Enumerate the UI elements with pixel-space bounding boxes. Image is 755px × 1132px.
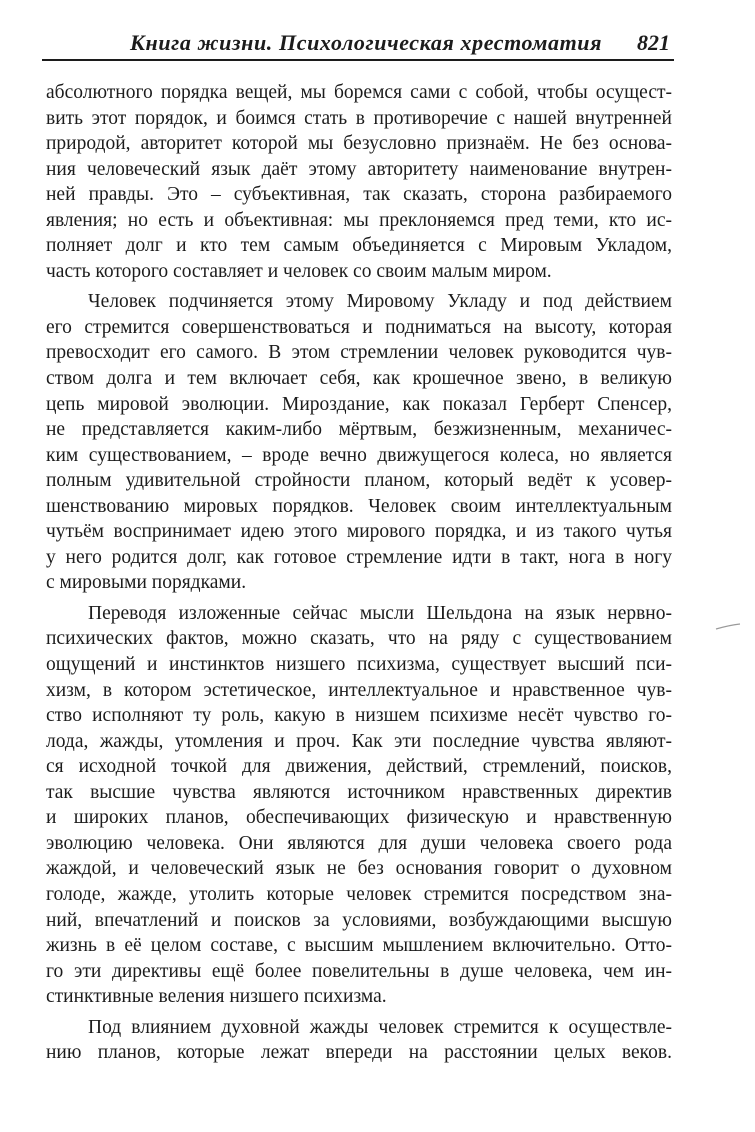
text-line: нию планов, которые лежат впереди на расстоянии целых веков. xyxy=(46,1042,672,1064)
text-line: его стремится совершенствоваться и подниматься на высоту, которая xyxy=(46,316,672,338)
text-line: хизм, в котором эстетическое, интеллектуальное и нравственное чув- xyxy=(46,679,672,701)
text-line: стинктивные веления низшего психизма. xyxy=(46,986,387,1008)
text-line: и широких планов, обеспечивающих физическую и нравственную xyxy=(46,807,672,829)
text-line: ния человеческий язык даёт этому авторитету наименование внутрен- xyxy=(46,158,672,180)
text-line: психических фактов, можно сказать, что на ряду с существованием xyxy=(46,628,672,650)
running-header xyxy=(42,28,674,62)
text-line: вить этот порядок, и боимся стать в противоречие с нашей внутренней xyxy=(46,107,672,129)
text-line: ся исходной точкой для движения, действий, стремлений, поисков, xyxy=(46,756,672,778)
text-line: не представляется каким-либо мёртвым, безжизненным, механичес- xyxy=(46,419,672,441)
text-line: с мировыми порядками. xyxy=(46,572,247,594)
text-line: ней правды. Это – субъективная, так сказать, сторона разбираемого xyxy=(46,184,672,206)
paragraph xyxy=(46,289,672,596)
text-line: полным удивительной стройности планом, который ведёт к усовер- xyxy=(46,470,672,492)
text-line: лода, жажды, утомления и проч. Как эти последние чувства являют- xyxy=(46,730,672,752)
text-line: Переводя изложенные сейчас мысли Шельдона на язык нервно- xyxy=(88,602,672,624)
text-line: ний, впечатлений и поисков за условиями, возбуждающими высшую xyxy=(46,909,672,931)
text-line: го эти директивы ещё более повелительны в душе человека, чем ин- xyxy=(46,960,672,982)
text-line: полняет долг и кто тем самым объединяется с Мировым Укладом, xyxy=(46,235,672,257)
text-line: у него родится долг, как готовое стремление идти в такт, нога в ногу xyxy=(46,546,672,568)
text-line: превосходит его самого. В этом стремлении человек руководится чув- xyxy=(46,342,672,364)
text-line: абсолютного порядка вещей, мы боремся сами с собой, чтобы осущест- xyxy=(46,82,672,103)
paragraph xyxy=(46,601,672,1010)
text-line: голоде, жажде, утолить которые человек стремится посредством зна- xyxy=(46,883,672,905)
text-line: цепь мировой эволюции. Мироздание, как показал Герберт Спенсер, xyxy=(46,393,672,415)
body-text xyxy=(46,80,672,1071)
text-line: ким существованием, – вроде вечно движущегося колеса, но является xyxy=(46,444,672,466)
text-line: ощущений и инстинктов низшего психизма, существует высший пси- xyxy=(46,654,672,676)
margin-pencil-mark xyxy=(715,623,741,631)
paragraph xyxy=(46,1015,672,1066)
text-line: так высшие чувства являются источником нравственных директив xyxy=(46,781,672,803)
page-number: 821 xyxy=(637,30,670,55)
text-line: ством долга и тем включает себя, как крошечное звено, в великую xyxy=(46,368,672,390)
running-header-title: Книга жизни. Психологическая хрестоматия xyxy=(130,30,603,55)
text-line: чутьём воспринимает идею этого мирового порядка, и из такого чутья xyxy=(46,521,672,543)
text-line: Человек подчиняется этому Мировому Укладу и под действием xyxy=(88,291,672,313)
header-rule xyxy=(42,59,674,61)
text-line: жизнь в её целом составе, с высшим мышлением включительно. Отто- xyxy=(46,935,672,957)
text-line: часть которого составляет и человек со своим малым миром. xyxy=(46,260,552,282)
text-line: эволюцию человека. Они являются для души человека своего рода xyxy=(46,832,672,854)
text-line: явления; но есть и объективная: мы преклоняемся пред теми, кто ис- xyxy=(46,209,672,231)
paragraph xyxy=(46,80,672,284)
text-line: Под влиянием духовной жажды человек стремится к осуществле- xyxy=(88,1016,672,1038)
text-line: природой, авторитет которой мы безусловно признаём. Не без основа- xyxy=(46,133,672,155)
text-line: шенствованию мировых порядков. Человек своим интеллектуальным xyxy=(46,495,672,517)
text-line: жаждой, и человеческий язык не без основания говорит о духовном xyxy=(46,858,672,880)
text-line: ство исполняют ту роль, какую в низшем психизме несёт чувство го- xyxy=(46,705,672,727)
